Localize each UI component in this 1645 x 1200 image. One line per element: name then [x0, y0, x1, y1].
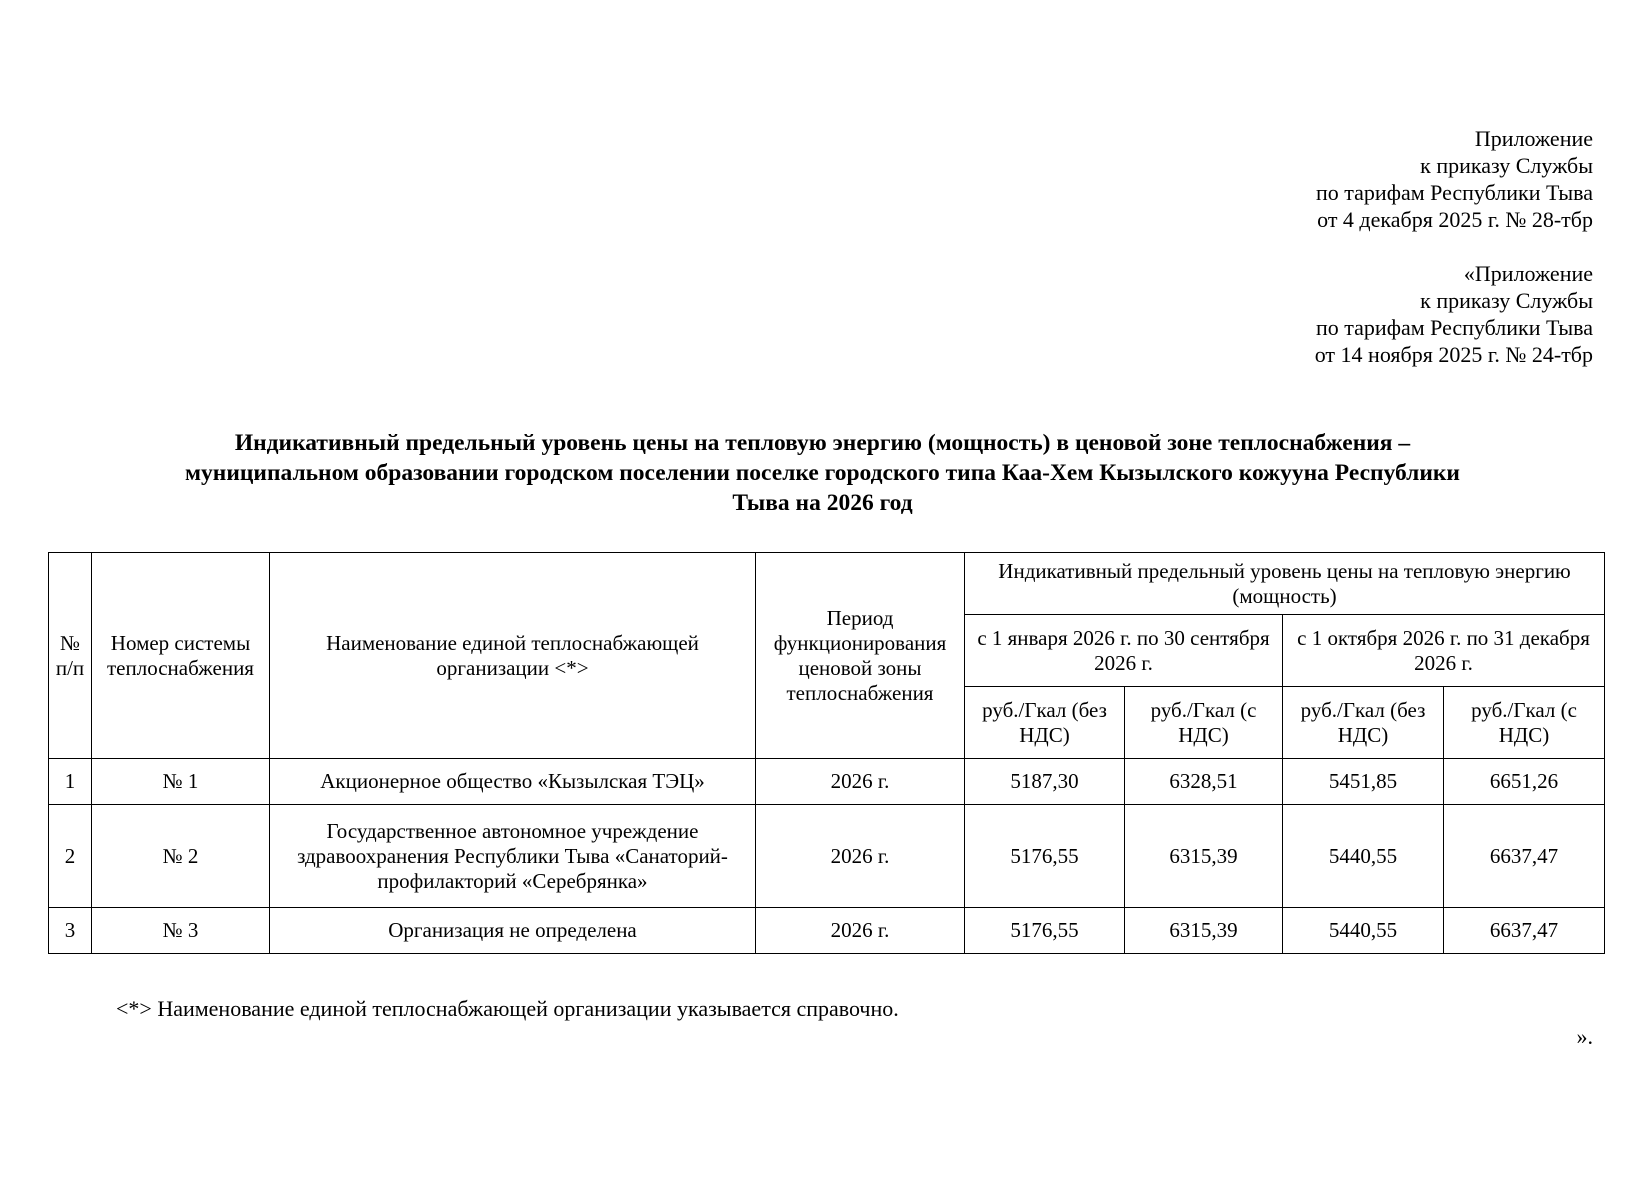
cell-p2-no-vat: 5440,55: [1283, 908, 1444, 954]
footnote: <*> Наименование единой теплоснабжающей организации указывается справочно.: [116, 996, 899, 1021]
appendix-line: к приказу Службы: [1420, 153, 1593, 178]
table-row: [49, 805, 1605, 908]
header-unit-no-vat: руб./Гкал (без НДС): [965, 687, 1125, 759]
cell-period: 2026 г.: [756, 759, 965, 805]
cell-p2-vat: 6651,26: [1444, 759, 1605, 805]
cell-num: 3: [49, 908, 92, 954]
title-line: муниципальном образовании городском поселении поселке городского типа Каа-Хем Кызылского кожууна Республики: [185, 460, 1460, 486]
cell-p1-vat: 6315,39: [1125, 908, 1283, 954]
header-system: Номер системы теплоснабжения: [92, 553, 270, 759]
appendix-line: Приложение: [1474, 126, 1593, 151]
cell-p1-no-vat: 5176,55: [965, 805, 1125, 908]
document-title: [55, 428, 1590, 518]
header-unit-vat: руб./Гкал (с НДС): [1444, 687, 1605, 759]
table-row: [49, 759, 1605, 805]
header-unit-vat: руб./Гкал (с НДС): [1125, 687, 1283, 759]
closing-quote: ».: [1576, 1024, 1593, 1049]
cell-num: 2: [49, 805, 92, 908]
cell-system: № 2: [92, 805, 270, 908]
cell-p1-no-vat: 5187,30: [965, 759, 1125, 805]
header-period-1: с 1 января 2026 г. по 30 сентября 2026 г.: [965, 615, 1283, 687]
header-organization: Наименование единой теплоснабжающей организации <*>: [270, 553, 756, 759]
header-period: Период функционирования ценовой зоны теплоснабжения: [756, 553, 965, 759]
appendix-line: от 14 ноября 2025 г. № 24-тбр: [1314, 342, 1593, 367]
cell-organization: Акционерное общество «Кызылская ТЭЦ»: [270, 759, 756, 805]
cell-p1-vat: 6328,51: [1125, 759, 1283, 805]
appendix-current-order: [1316, 125, 1593, 233]
tariff-table: [48, 552, 1605, 954]
table-row: [49, 908, 1605, 954]
cell-p2-no-vat: 5451,85: [1283, 759, 1444, 805]
appendix-line: к приказу Службы: [1420, 288, 1593, 313]
cell-p2-no-vat: 5440,55: [1283, 805, 1444, 908]
cell-p2-vat: 6637,47: [1444, 805, 1605, 908]
title-line: Тыва на 2026 год: [732, 490, 913, 516]
header-price-level: Индикативный предельный уровень цены на тепловую энергию (мощность): [965, 553, 1605, 615]
cell-system: № 1: [92, 759, 270, 805]
cell-p1-no-vat: 5176,55: [965, 908, 1125, 954]
header-period-2: с 1 октября 2026 г. по 31 декабря 2026 г.: [1283, 615, 1605, 687]
title-line: Индикативный предельный уровень цены на тепловую энергию (мощность) в ценовой зоне теплоснабжения –: [234, 430, 1411, 456]
appendix-line: от 4 декабря 2025 г. № 28-тбр: [1317, 207, 1593, 232]
appendix-previous-order: [1315, 260, 1593, 368]
appendix-line: по тарифам Республики Тыва: [1316, 315, 1593, 340]
cell-p2-vat: 6637,47: [1444, 908, 1605, 954]
appendix-line: по тарифам Республики Тыва: [1316, 180, 1593, 205]
cell-organization: Государственное автономное учреждение здравоохранения Республики Тыва «Санаторий-профилакторий «Серебрянка»: [270, 805, 756, 908]
cell-period: 2026 г.: [756, 908, 965, 954]
table-header-row: [49, 553, 1605, 615]
cell-organization: Организация не определена: [270, 908, 756, 954]
cell-system: № 3: [92, 908, 270, 954]
header-unit-no-vat: руб./Гкал (без НДС): [1283, 687, 1444, 759]
header-num: № п/п: [49, 553, 92, 759]
cell-period: 2026 г.: [756, 805, 965, 908]
cell-num: 1: [49, 759, 92, 805]
appendix-line: «Приложение: [1463, 261, 1593, 286]
cell-p1-vat: 6315,39: [1125, 805, 1283, 908]
